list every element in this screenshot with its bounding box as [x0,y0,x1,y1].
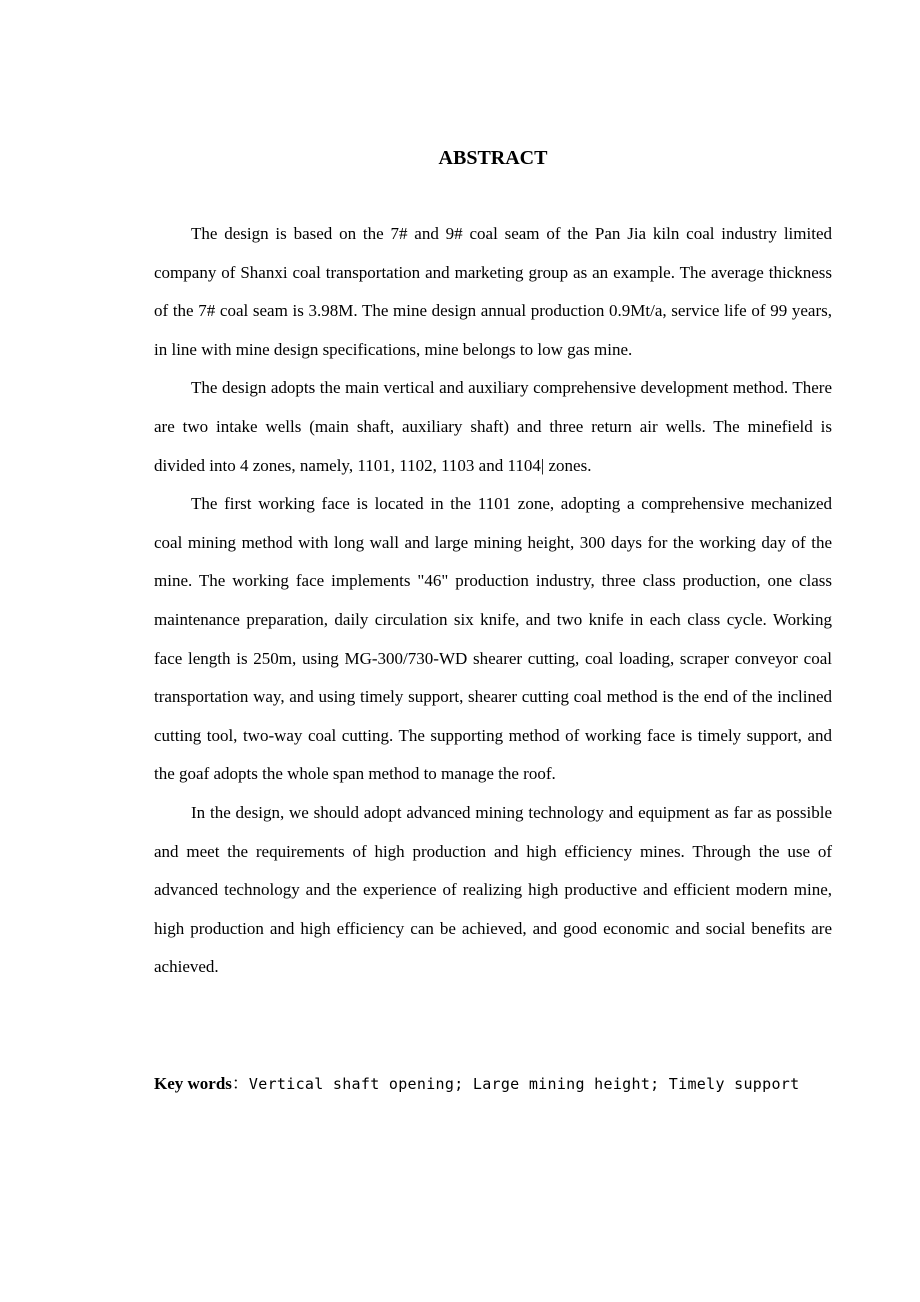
abstract-paragraph-4: In the design, we should adopt advanced mining technology and equipment as far as possible and meet the requirements of high production and high efficiency mines. Through the use of advanced technology and the experience of realizing high productive and efficient modern mine, high production and high efficiency can be achieved, and good economic and social benefits are achieved. [154,802,832,977]
keywords-label: Key words [154,1074,232,1093]
keywords-values: Vertical shaft opening; Large mining height; Timely support [248,1075,800,1093]
keywords-separator: ： [231,1074,249,1093]
keywords-line [154,1072,854,1096]
abstract-paragraph-3: The first working face is located in the 1101 zone, adopting a comprehensive mechanized coal mining method with long wall and large mining height, 300 days for the working day of the mine. The working face implements "46" production industry, three class production, one class maintenance preparation, daily circulation six knife, and two knife in each class cycle. Working face length is 250m, using MG-300/730-WD shearer cutting, coal loading, scraper conveyor coal transportation way, and using timely support, shearer cutting coal method is the end of the inclined cutting tool, two-way coal cutting. The supporting method of working face is timely support, and the goaf adopts the whole span method to manage the roof. [154,494,832,784]
abstract-title: ABSTRACT [438,147,548,169]
abstract-paragraph-2: The design adopts the main vertical and auxiliary comprehensive development method. There are two intake wells (main shaft, auxiliary shaft) and three return air wells. The minefield is divided into 4 zones, namely, 1101, 1102, 1103 and 1104| zones. [154,378,832,475]
abstract-paragraph-1: The design is based on the 7# and 9# coal seam of the Pan Jia kiln coal industry limited company of Shanxi coal transportation and marketing group as an example. The average thickness of the 7# coal seam is 3.98M. The mine design annual production 0.9Mt/a, service life of 99 years, in line with mine design specifications, mine belongs to low gas mine. [154,224,832,359]
abstract-body [154,215,832,987]
